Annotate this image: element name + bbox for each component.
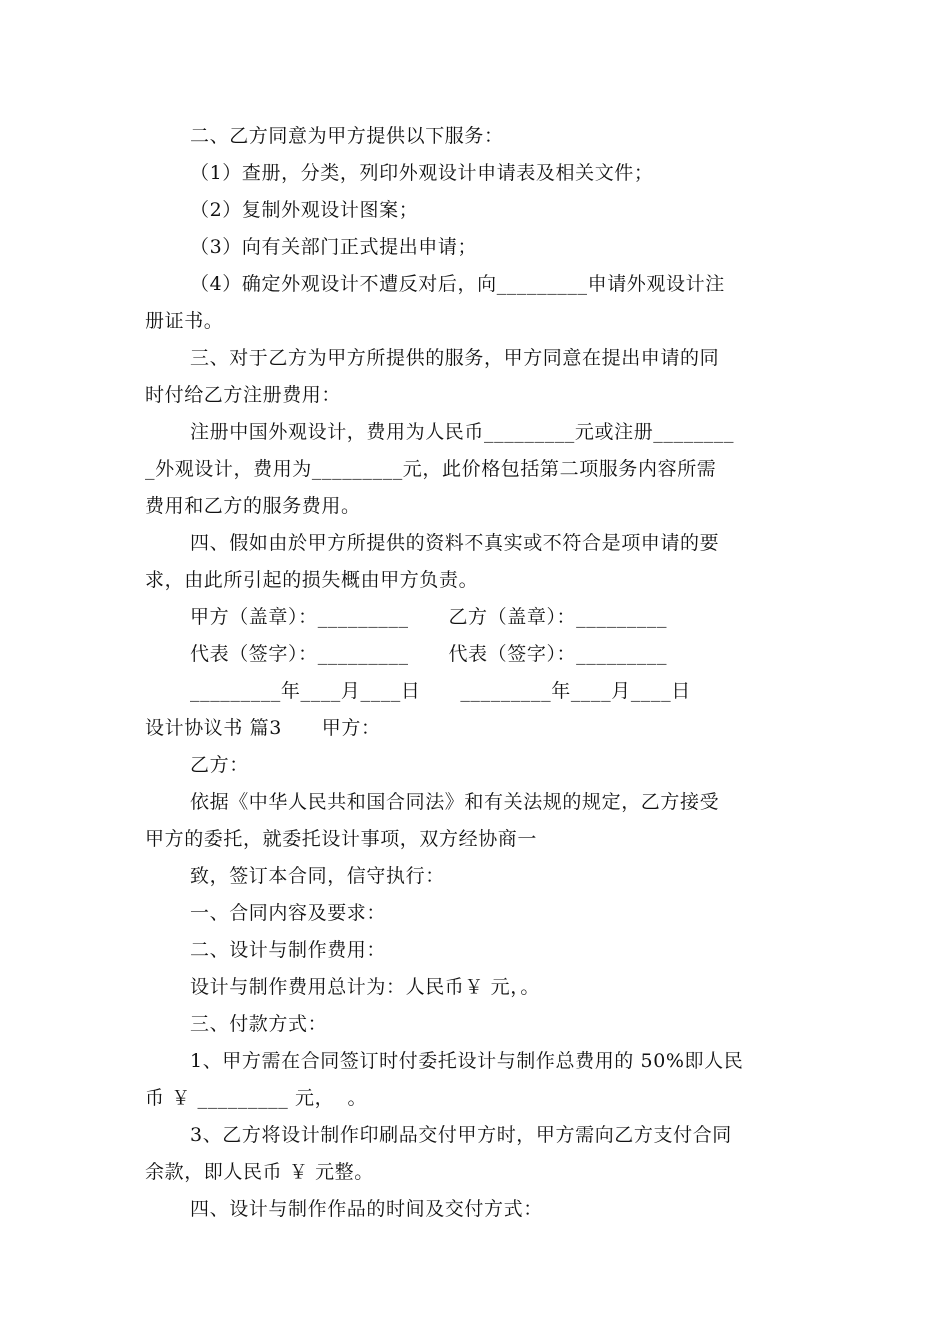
- service-item-3: （3）向有关部门正式提出申请；: [190, 236, 478, 258]
- service-item-4-cont: 册证书。: [145, 310, 224, 332]
- contract-section-3: 三、付款方式：: [190, 1013, 328, 1035]
- section-4-para: 四、假如由於甲方所提供的资料不真实或不符合是项申请的要: [190, 532, 720, 554]
- section-4-para-cont: 求，由此所引起的损失概由甲方负责。: [145, 569, 479, 591]
- fee-para-cont-1: _外观设计，费用为_________元，此价格包括第二项服务内容所需: [145, 458, 717, 480]
- fee-para-cont-2: 费用和乙方的服务费用。: [145, 495, 361, 517]
- party-b-line: 乙方：: [190, 754, 249, 776]
- agreement-3-title: 设计协议书 篇3 甲方：: [145, 717, 381, 739]
- contract-section-1: 一、合同内容及要求：: [190, 902, 387, 924]
- date-line: _________年____月____日 _________年____月____日: [190, 680, 691, 702]
- signature-line: 代表（签字）：_________ 代表（签字）：_________: [190, 643, 668, 665]
- payment-item-1-cont: 币 ￥ _________ 元， 。: [145, 1087, 368, 1109]
- section-3-para: 三、对于乙方为甲方所提供的服务，甲方同意在提出申请的同: [190, 347, 720, 369]
- service-item-1: （1）查册，分类，列印外观设计申请表及相关文件；: [190, 162, 654, 184]
- payment-item-1: 1、甲方需在合同签订时付委托设计与制作总费用的 50%即人民: [190, 1050, 744, 1072]
- total-fee-line: 设计与制作费用总计为：人民币￥ 元，。: [190, 976, 540, 998]
- service-item-4: （4）确定外观设计不遭反对后，向_________申请外观设计注: [190, 273, 725, 295]
- section-2-heading: 二、乙方同意为甲方提供以下服务：: [190, 125, 504, 147]
- basis-para-cont: 甲方的委托，就委托设计事项，双方经协商一: [145, 828, 538, 850]
- seal-line: 甲方（盖章）：_________ 乙方（盖章）：_________: [190, 606, 668, 628]
- payment-item-3-cont: 余款，即人民币 ￥ 元整。: [145, 1161, 374, 1183]
- basis-para: 依据《中华人民共和国合同法》和有关法规的规定，乙方接受: [190, 791, 720, 813]
- contract-section-2: 二、设计与制作费用：: [190, 939, 387, 961]
- section-3-para-cont: 时付给乙方注册费用：: [145, 384, 342, 406]
- fee-para: 注册中国外观设计，费用为人民币_________元或注册________: [190, 421, 735, 443]
- contract-section-4: 四、设计与制作作品的时间及交付方式：: [190, 1198, 543, 1220]
- basis-para-end: 致，签订本合同，信守执行：: [190, 865, 445, 887]
- service-item-2: （2）复制外观设计图案；: [190, 199, 419, 221]
- payment-item-3: 3、乙方将设计制作印刷品交付甲方时，甲方需向乙方支付合同: [190, 1124, 732, 1146]
